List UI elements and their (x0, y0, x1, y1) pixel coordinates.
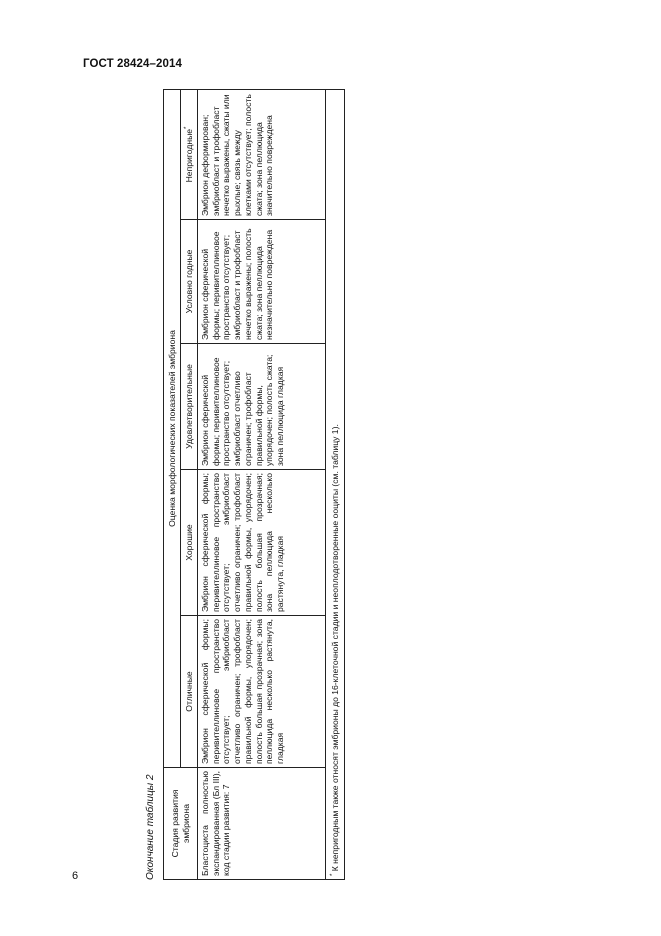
column-header-satisfactory: Удовлетворительные (181, 344, 198, 470)
cell-conditional: Эмбрион сферической формы; перивителлиновое пространство отсутствует; эмбриобласт и трофобласт нечетко выражены; полость сжата; зона пеллюцида незначительно повреждена (198, 220, 326, 344)
column-header-conditional: Условно годные (181, 220, 198, 344)
column-header-unsuitable-label: Непригодные (183, 128, 194, 183)
cell-good: Эмбрион сферической формы; перивителлиновое пространство отсутствует; эмбриобласт отчетливо ограничен; трофобласт правильной формы, упорядочен; полость большая прозрачная; зона пеллюцида несколько растянута, гладкая (198, 470, 326, 616)
footnote-marker-bottom: * (329, 873, 336, 876)
document-standard-number: ГОСТ 28424–2014 (83, 58, 183, 70)
table-footnote (326, 90, 345, 880)
table-row (198, 90, 326, 880)
cell-unsuitable: Эмбрион деформирован; эмбриобласт и трофобласт нечетко выражены, сжаты или рыхлые; связь между клетками отсутствует; полость сжата; зона пеллюцида значительно повреждена (198, 90, 326, 220)
page-number: 6 (72, 870, 79, 882)
column-header-unsuitable (181, 90, 198, 220)
column-group-header: Оценка морфологических показателей эмбриона (164, 90, 181, 768)
cell-excellent: Эмбрион сферической формы; перивителлиновое пространство отсутствует; эмбриобласт отчетливо ограничен; трофобласт правильной формы, упорядочен; полость большая прозрачная; зона пеллюцида несколько растянута, гладкая (198, 616, 326, 768)
footnote-marker: * (183, 126, 190, 129)
rotated-table-block (145, 90, 345, 880)
cell-stage: Бластоциста полностью экспандированная (Бл III), код стадии развития: 7 (198, 768, 326, 880)
column-header-excellent: Отличные (181, 616, 198, 768)
table-footnote-row (326, 90, 345, 880)
cell-satisfactory: Эмбрион сферической формы; перивителлиновое пространство отсутствует; эмбриобласт отчетливо ограничен; трофобласт правильной формы, упорядочен; полость сжата; зона пеллюцида гладкая (198, 344, 326, 470)
table-header-row-2 (181, 90, 198, 880)
table-caption: Окончание таблицы 2 (145, 774, 156, 880)
table-header-row-1 (164, 90, 181, 880)
footnote-text: К непригодным также относят эмбрионы до 16-клеточной стадии и неоплодотворенные ооциты (см. таблицу 1). (329, 424, 340, 872)
column-header-good: Хорошие (181, 470, 198, 616)
embryo-morphology-table (163, 89, 345, 880)
column-header-stage: Стадия развития эмбриона (164, 768, 198, 880)
